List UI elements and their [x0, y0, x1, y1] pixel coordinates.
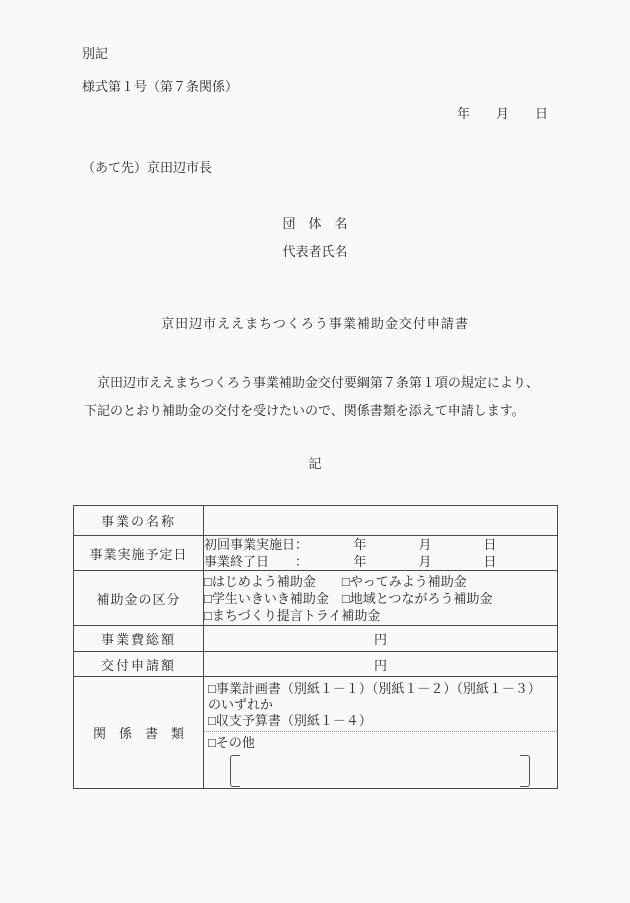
row-subsidy-category — [74, 571, 558, 626]
total-cost-unit: 円 — [204, 626, 558, 652]
row-related-documents — [74, 677, 558, 789]
plan-document-line-1: □事業計画書（別紙１－１）（別紙１－２）（別紙１－３） — [208, 681, 541, 696]
form-number: 様式第１号（第７条関係） — [82, 79, 239, 94]
subsidy-option-line-2: □学生いきいき補助金 □地域とつながろう補助金 — [204, 590, 493, 606]
document-title: 京田辺市ええまちつくろう事業補助金交付申請書 — [161, 316, 469, 331]
body-paragraph-line-2: 下記のとおり補助金の交付を受けたいので、関係書類を添えて申請します。 — [84, 403, 525, 418]
row-total-cost — [74, 626, 558, 652]
related-documents-label: 関 係 書 類 — [74, 677, 204, 789]
application-table — [73, 505, 558, 789]
first-event-date-line: 初回事業実施日： 年 月 日 — [204, 537, 497, 552]
right-bracket-mark — [520, 755, 530, 787]
organization-name-label: 団 体 名 — [282, 216, 348, 231]
schedule-label: 事業実施予定日 — [74, 536, 204, 571]
subsidy-option-line-1: □はじめよう補助金 □やってみよう補助金 — [204, 573, 467, 589]
other-document-line: □その他 — [208, 735, 255, 750]
row-project-name — [74, 506, 558, 536]
subsidy-option-line-3: □まちづくり提言トライ補助金 — [204, 607, 381, 623]
total-cost-label: 事業費総額 — [74, 626, 204, 652]
date-line: 年 月 日 — [456, 106, 548, 121]
margin-note: 別記 — [82, 46, 109, 61]
end-date-line: 事業終了日 ： 年 月 日 — [204, 554, 497, 569]
plan-document-line-2: のいずれか — [208, 697, 274, 712]
addressee: （あて先）京田辺市長 — [82, 160, 213, 175]
left-bracket-mark — [230, 755, 240, 787]
body-paragraph-line-1: 京田辺市ええまちつくろう事業補助金交付要綱第７条第１項の規定により、 — [84, 375, 539, 390]
grant-request-unit: 円 — [204, 652, 558, 677]
subsidy-category-label: 補助金の区分 — [74, 571, 204, 626]
grant-request-label: 交付申請額 — [74, 652, 204, 677]
row-grant-request — [74, 652, 558, 677]
related-documents-upper-section — [204, 678, 557, 732]
project-name-label: 事業の名称 — [74, 506, 204, 536]
representative-name-label: 代表者氏名 — [282, 244, 348, 259]
record-heading: 記 — [308, 456, 322, 471]
project-name-value — [204, 506, 558, 536]
fill-in-bracket-area — [230, 755, 530, 785]
budget-document-line: □収支予算書（別紙１－４） — [208, 713, 372, 728]
row-schedule — [74, 536, 558, 571]
related-documents-lower-section — [204, 732, 557, 787]
